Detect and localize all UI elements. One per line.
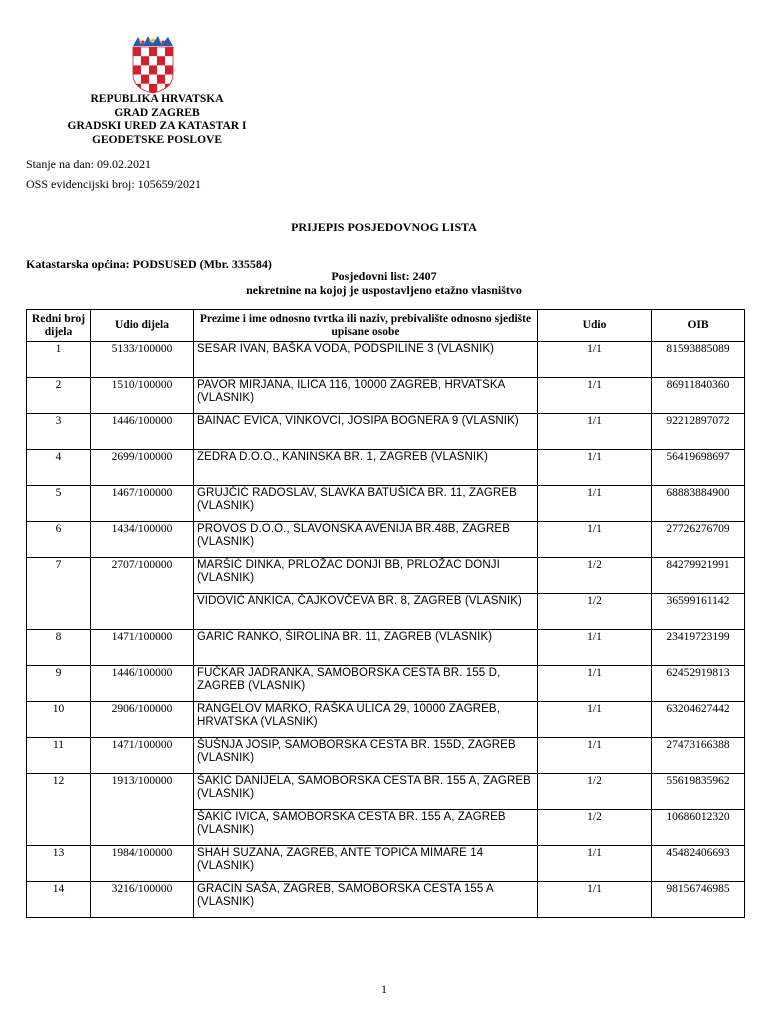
ownership-table	[26, 309, 745, 918]
cell-udio: 1/1	[538, 378, 652, 414]
cell-udio: 1/2	[538, 810, 652, 846]
cell-udio: 1/1	[538, 414, 652, 450]
cell-redni-broj: 13	[27, 846, 91, 882]
cell-oib: 27473166388	[652, 738, 745, 774]
cell-oib: 55619835962	[652, 774, 745, 810]
cell-oib: 84279921991	[652, 558, 745, 594]
cell-udio: 1/1	[538, 882, 652, 918]
cell-owner: SHAH SUZANA, ZAGREB, ANTE TOPIĆA MIMARE 14 (VLASNIK)	[194, 846, 538, 882]
cell-udio: 1/1	[538, 486, 652, 522]
cell-owner: GRUJČIĆ RADOSLAV, SLAVKA BATUŠIĆA BR. 11, ZAGREB (VLASNIK)	[194, 486, 538, 522]
cell-udio: 1/1	[538, 522, 652, 558]
table-row	[27, 450, 745, 486]
table-row	[27, 414, 745, 450]
cell-redni-broj: 4	[27, 450, 91, 486]
header-line: GRAD ZAGREB	[114, 106, 200, 119]
croatian-coat-of-arms-icon	[130, 34, 176, 94]
cell-udio-dijela: 1913/100000	[91, 774, 194, 846]
cell-oib: 27726276709	[652, 522, 745, 558]
header-udio-dijela: Udio dijela	[91, 310, 194, 342]
document-subtitle: nekretnine na kojoj je uspostavljeno etažno vlasništvo	[246, 283, 522, 297]
cell-owner: MARŠIĆ DINKA, PRLOŽAC DONJI BB, PRLOŽAC DONJI (VLASNIK)	[194, 558, 538, 594]
table-row	[27, 342, 745, 378]
cell-redni-broj: 2	[27, 378, 91, 414]
cell-oib: 10686012320	[652, 810, 745, 846]
table-row	[27, 882, 745, 918]
cell-owner: GRACIN SAŠA, ZAGREB, SAMOBORSKA CESTA 155 A (VLASNIK)	[194, 882, 538, 918]
header-line: GRADSKI URED ZA KATASTAR I	[67, 120, 247, 132]
table-row	[27, 486, 745, 522]
cell-redni-broj: 7	[27, 558, 91, 630]
cell-redni-broj: 6	[27, 522, 91, 558]
cell-udio: 1/1	[538, 450, 652, 486]
cell-owner: PROVOS D.O.O., SLAVONSKA AVENIJA BR.48B, ZAGREB (VLASNIK)	[194, 522, 538, 558]
cell-oib: 23419723199	[652, 630, 745, 666]
document-title: PRIJEPIS POSJEDOVNOG LISTA	[291, 220, 477, 234]
table-row	[27, 558, 745, 594]
cell-oib: 68883884900	[652, 486, 745, 522]
cell-owner: ŠAKIĆ DANIJELA, SAMOBORSKA CESTA BR. 155 A, ZAGREB (VLASNIK)	[194, 774, 538, 810]
cell-udio: 1/1	[538, 342, 652, 378]
cell-redni-broj: 8	[27, 630, 91, 666]
cell-oib: 56419698697	[652, 450, 745, 486]
cell-oib: 45482406693	[652, 846, 745, 882]
cell-owner: GARIĆ RANKO, ŠIROLINA BR. 11, ZAGREB (VLASNIK)	[194, 630, 538, 666]
header-line: GEODETSKE POSLOVE	[91, 133, 223, 146]
cell-udio-dijela: 2906/100000	[91, 702, 194, 738]
cell-redni-broj: 9	[27, 666, 91, 702]
oss-number: OSS evidencijski broj: 105659/2021	[26, 177, 201, 191]
header-oib: OIB	[652, 310, 745, 342]
cell-udio: 1/1	[538, 846, 652, 882]
page-number: 1	[381, 982, 387, 996]
cell-oib: 98156746985	[652, 882, 745, 918]
cell-udio-dijela: 1446/100000	[91, 666, 194, 702]
cell-oib: 62452919813	[652, 666, 745, 702]
cell-oib: 36599161142	[652, 594, 745, 630]
table-row	[27, 774, 745, 810]
cell-udio: 1/1	[538, 666, 652, 702]
cell-owner: PAVOR MIRJANA, ILICA 116, 10000 ZAGREB, HRVATSKA (VLASNIK)	[194, 378, 538, 414]
table-row	[27, 666, 745, 702]
cell-owner: VIDOVIĆ ANKICA, ČAJKOVČEVA BR. 8, ZAGREB (VLASNIK)	[194, 594, 538, 630]
table-row	[27, 378, 745, 414]
table-row	[27, 738, 745, 774]
cell-udio: 1/1	[538, 702, 652, 738]
header-line: REPUBLIKA HRVATSKA	[90, 93, 224, 105]
cell-redni-broj: 1	[27, 342, 91, 378]
cell-udio-dijela: 1467/100000	[91, 486, 194, 522]
cell-udio-dijela: 1984/100000	[91, 846, 194, 882]
cell-redni-broj: 11	[27, 738, 91, 774]
cell-udio: 1/1	[538, 738, 652, 774]
cadastral-municipality: Katastarska općina: PODSUSED (Mbr. 335584)	[26, 257, 272, 271]
cell-redni-broj: 3	[27, 414, 91, 450]
cell-udio-dijela: 1434/100000	[91, 522, 194, 558]
status-date: Stanje na dan: 09.02.2021	[26, 157, 151, 171]
cell-udio-dijela: 2699/100000	[91, 450, 194, 486]
cell-udio-dijela: 2707/100000	[91, 558, 194, 630]
cell-udio-dijela: 1471/100000	[91, 630, 194, 666]
cell-udio-dijela: 1471/100000	[91, 738, 194, 774]
cell-redni-broj: 14	[27, 882, 91, 918]
cell-redni-broj: 10	[27, 702, 91, 738]
table-row	[27, 846, 745, 882]
cell-udio-dijela: 1510/100000	[91, 378, 194, 414]
cell-udio: 1/2	[538, 774, 652, 810]
cell-owner: ZEDRA D.O.O., KANINSKA BR. 1, ZAGREB (VLASNIK)	[194, 450, 538, 486]
cell-udio-dijela: 3216/100000	[91, 882, 194, 918]
table-row	[27, 702, 745, 738]
cell-udio: 1/2	[538, 594, 652, 630]
header-redni: Redni broj dijela	[27, 310, 91, 342]
table-row	[27, 522, 745, 558]
table-row	[27, 630, 745, 666]
cell-oib: 63204627442	[652, 702, 745, 738]
cell-owner: FUČKAR JADRANKA, SAMOBORSKA CESTA BR. 155 D, ZAGREB (VLASNIK)	[194, 666, 538, 702]
cell-oib: 92212897072	[652, 414, 745, 450]
possession-sheet-number: Posjedovni list: 2407	[331, 269, 437, 283]
cell-owner: BAINAC EVICA, VINKOVCI, JOSIPA BOGNERA 9 (VLASNIK)	[194, 414, 538, 450]
cell-owner: ŠAKIĆ IVICA, SAMOBORSKA CESTA BR. 155 A, ZAGREB (VLASNIK)	[194, 810, 538, 846]
cell-owner: RANGELOV MARKO, RAŠKA ULICA 29, 10000 ZAGREB, HRVATSKA (VLASNIK)	[194, 702, 538, 738]
issuer-header	[40, 93, 274, 147]
cell-udio-dijela: 1446/100000	[91, 414, 194, 450]
header-osoba: Prezime i ime odnosno tvrtka ili naziv, prebivalište odnosno sjedište upisane osobe	[194, 310, 538, 342]
cell-oib: 86911840360	[652, 378, 745, 414]
cell-owner: ŠUŠNJA JOSIP, SAMOBORSKA CESTA BR. 155D, ZAGREB (VLASNIK)	[194, 738, 538, 774]
cell-owner: SESAR IVAN, BAŠKA VODA, PODSPILINE 3 (VLASNIK)	[194, 342, 538, 378]
cell-udio: 1/2	[538, 558, 652, 594]
header-udio: Udio	[538, 310, 652, 342]
cell-redni-broj: 12	[27, 774, 91, 846]
cell-udio-dijela: 5133/100000	[91, 342, 194, 378]
cell-udio: 1/1	[538, 630, 652, 666]
cell-oib: 81593885089	[652, 342, 745, 378]
cell-redni-broj: 5	[27, 486, 91, 522]
